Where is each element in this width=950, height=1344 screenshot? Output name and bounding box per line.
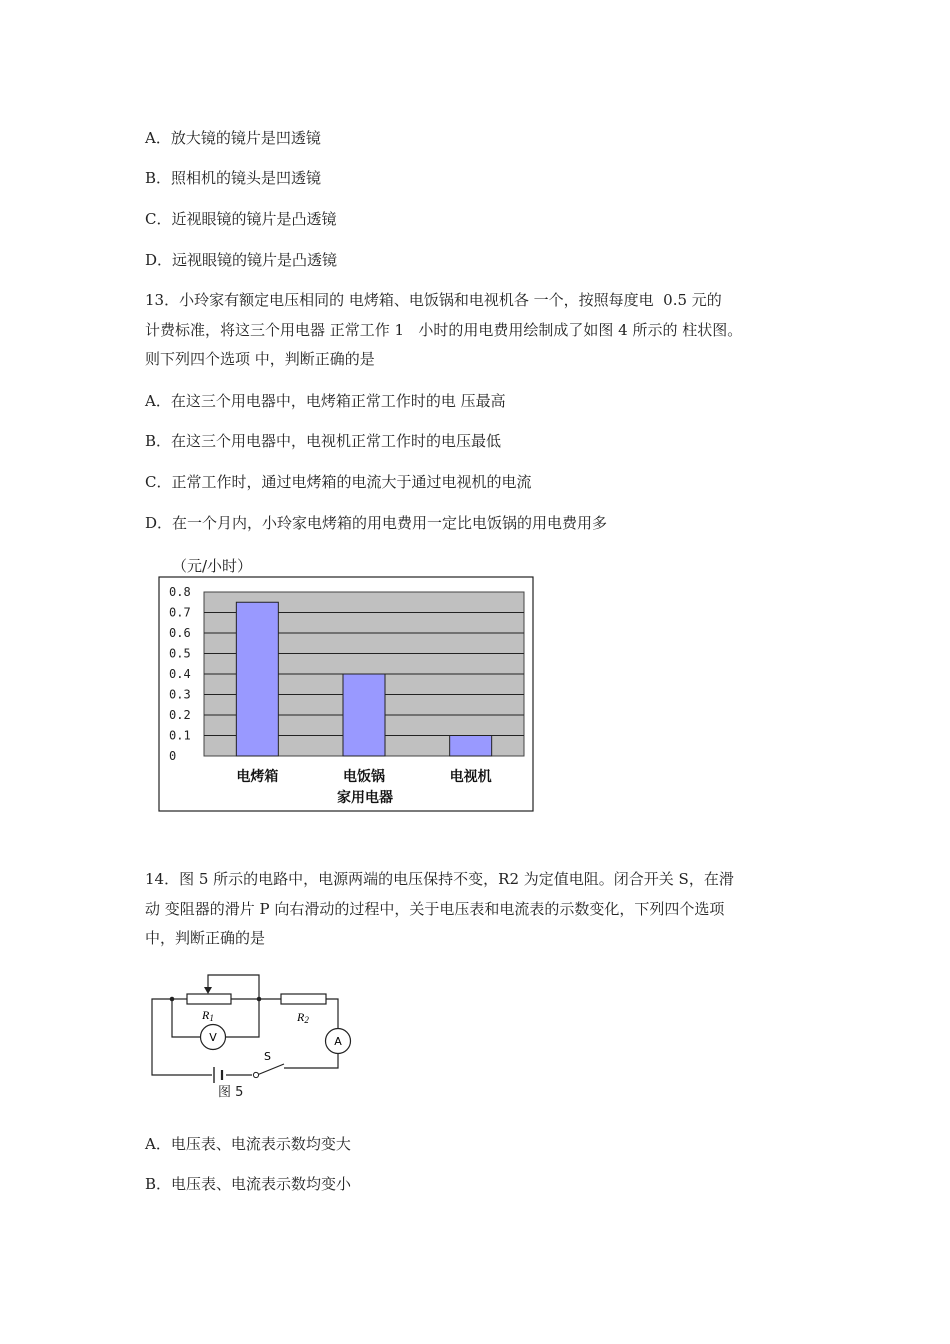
y-tick-label: 0.7 bbox=[169, 605, 191, 620]
chart-y-unit: （元/小时） bbox=[172, 557, 253, 575]
y-tick-label: 0.5 bbox=[169, 646, 191, 661]
q13-option-d: D．在一个月内，小玲家电烤箱的用电费用一定比电饭锅的用电费用多 bbox=[145, 514, 608, 532]
figure-5-caption: 图 5 bbox=[218, 1085, 244, 1100]
r2-subscript: 2 bbox=[304, 1015, 309, 1025]
q13-option-a: A．在这三个用电器中，电烤箱正常工作时的电 压最高 bbox=[145, 392, 506, 410]
q14-stem-line2: 动 变阻器的滑片 P 向右滑动的过程中，关于电压表和电流表的示数变化，下列四个选项 bbox=[145, 900, 725, 918]
y-tick-label: 0.8 bbox=[169, 585, 191, 599]
y-tick-label: 0 bbox=[169, 749, 177, 763]
q12-option-a: A．放大镜的镜片是凹透镜 bbox=[145, 129, 321, 147]
voltmeter-wire-left bbox=[172, 999, 200, 1037]
voltmeter-label: V bbox=[209, 1031, 217, 1044]
q13-stem-line3: 则下列四个选项 中，判断正确的是 bbox=[145, 350, 375, 368]
y-tick-label: 0.2 bbox=[169, 708, 191, 722]
resistor-r1 bbox=[187, 994, 231, 1004]
y-tick-label: 0.4 bbox=[169, 667, 191, 681]
q12-option-b: B．照相机的镜头是凹透镜 bbox=[145, 169, 322, 187]
q12-option-d: D．远视眼镜的镜片是凸透镜 bbox=[145, 251, 338, 269]
x-category-label: 电视机 bbox=[449, 769, 492, 785]
q13-stem-line1: 13．小玲家有额定电压相同的 电烤箱、电饭锅和电视机各 一个，按照每度电 0.5 元的 bbox=[145, 291, 722, 309]
r2-label: R2 bbox=[297, 1010, 309, 1025]
q14-stem-line3: 中，判断正确的是 bbox=[145, 929, 266, 947]
y-tick-label: 0.1 bbox=[169, 728, 191, 743]
circuit-wire-right-bottom bbox=[284, 1054, 338, 1068]
x-category-label: 电饭锅 bbox=[343, 769, 385, 785]
junction-dot bbox=[170, 997, 175, 1002]
switch-label: S bbox=[264, 1050, 271, 1063]
y-tick-label: 0.3 bbox=[169, 687, 191, 702]
chart-x-title: 家用电器 bbox=[337, 790, 393, 806]
circuit-wire-right-top bbox=[326, 999, 338, 1028]
switch-lever bbox=[257, 1064, 284, 1075]
junction-dot bbox=[257, 997, 262, 1002]
r1-label: R1 bbox=[202, 1008, 214, 1023]
q14-option-b: B．电压表、电流表示数均变小 bbox=[145, 1175, 352, 1193]
q12-option-c: C．近视眼镜的镜片是凸透镜 bbox=[145, 210, 337, 228]
y-tick-label: 0.6 bbox=[169, 626, 191, 640]
q13-option-b: B．在这三个用电器中，电视机正常工作时的电压最低 bbox=[145, 432, 502, 450]
q13-stem-line2: 计费标准，将这三个用电器 正常工作 1 小时的用电费用绘制成了如图 4 所示的 柱状图。 bbox=[145, 321, 743, 339]
voltmeter-wire-right bbox=[226, 999, 259, 1037]
ammeter-label: A bbox=[334, 1035, 342, 1048]
r1-subscript: 1 bbox=[209, 1013, 214, 1023]
slider-arrow-icon bbox=[204, 987, 212, 994]
switch-contact bbox=[253, 1072, 258, 1077]
resistor-r2 bbox=[281, 994, 326, 1004]
q14-option-a: A．电压表、电流表示数均变大 bbox=[145, 1135, 351, 1153]
q14-stem-line1: 14．图 5 所示的电路中，电源两端的电压保持不变，R2 为定值电阻。闭合开关 S，在滑 bbox=[145, 870, 734, 888]
x-category-label: 电烤箱 bbox=[236, 769, 279, 785]
q13-option-c: C．正常工作时，通过电烤箱的电流大于通过电视机的电流 bbox=[145, 473, 532, 491]
